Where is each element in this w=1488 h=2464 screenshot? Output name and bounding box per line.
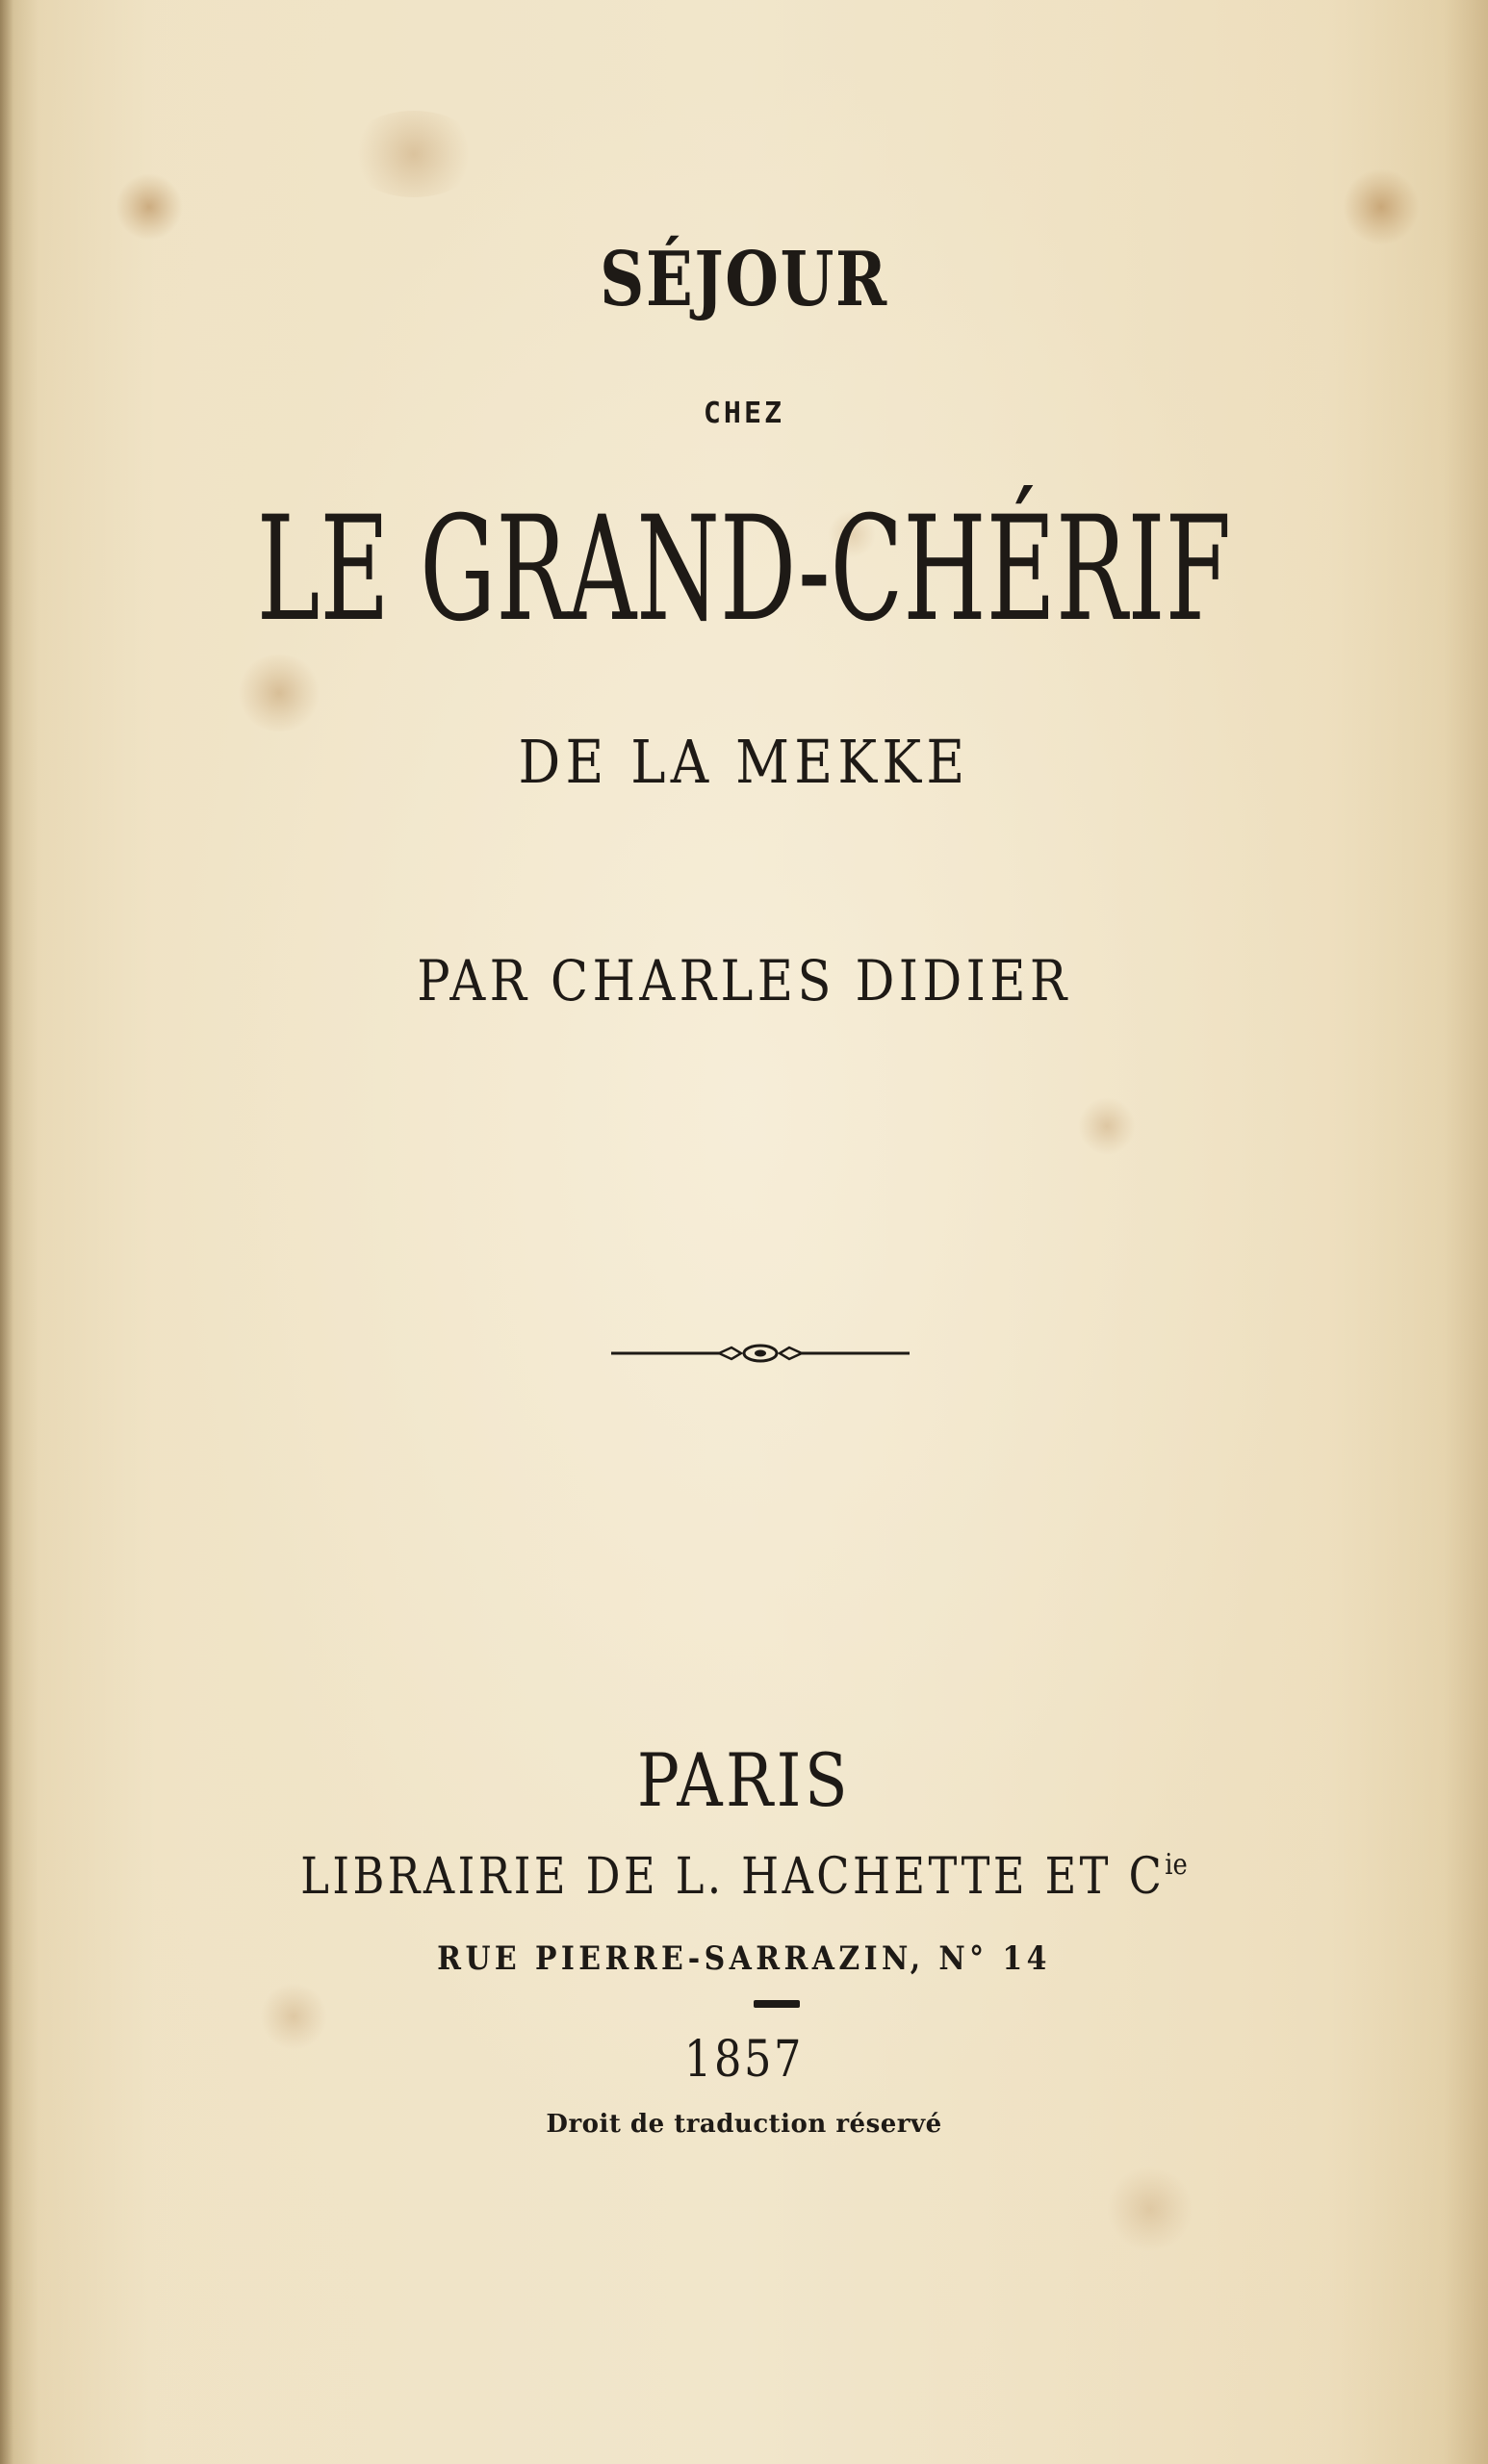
title-line-grand-cherif: LE GRAND-CHÉRIF [256,486,1232,654]
imprint-publisher [104,1848,1384,1906]
foxing-stain [1343,168,1420,245]
imprint-address: RUE PIERRE-SARRAZIN, N° 14 [437,1939,1051,1978]
foxing-stain [346,111,481,197]
page-edge-shadow [0,0,13,2464]
title-line-sejour: SÉJOUR [600,236,888,323]
rights-notice: Droit de traduction réservé [546,2110,942,2139]
ornament-rule-icon [611,1340,910,1367]
imprint-place: PARIS [636,1737,852,1823]
imprint-year: 1857 [683,2031,805,2089]
author-line: PAR CHARLES DIDIER [417,948,1071,1014]
foxing-stain [1078,1097,1136,1155]
title-line-mekke: DE LA MEKKE [518,727,970,797]
title-line-chez: CHEZ [703,397,785,430]
divider-dash [754,2000,800,2008]
publisher-suffix: ie [1165,1848,1188,1882]
publisher-name: LIBRAIRIE DE L. HACHETTE ET C [300,1848,1166,1906]
foxing-stain [1107,2166,1193,2252]
foxing-stain [236,654,322,732]
foxing-stain [115,173,183,241]
